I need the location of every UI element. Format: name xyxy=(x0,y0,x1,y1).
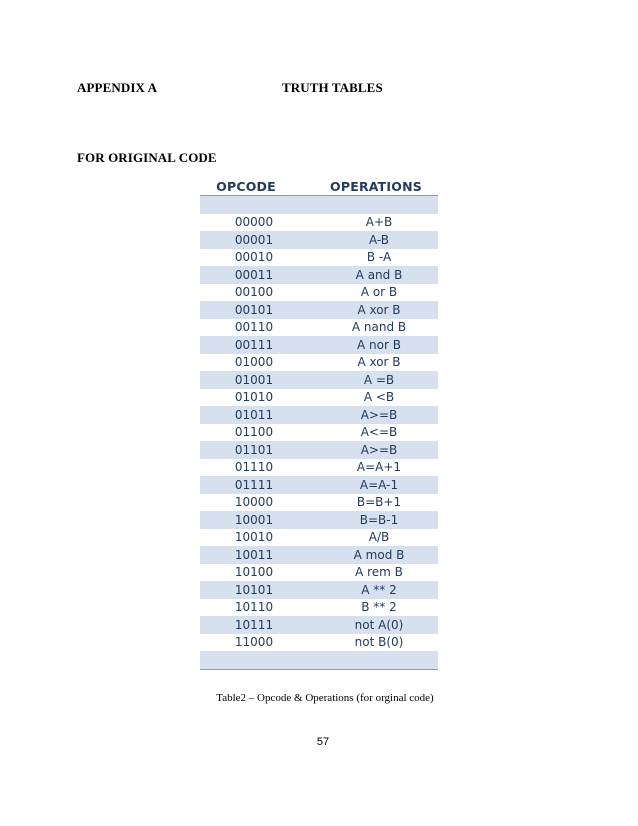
opcode-cell: 10010 xyxy=(234,530,274,545)
table-row xyxy=(200,651,438,670)
operation-cell: A=A+1 xyxy=(356,460,402,475)
opcode-cell: 01010 xyxy=(234,390,274,405)
table-row xyxy=(200,371,438,389)
table-row xyxy=(200,319,438,337)
opcode-cell: 10110 xyxy=(234,600,274,615)
opcode-cell: 00000 xyxy=(234,215,274,230)
table-row xyxy=(200,459,438,477)
table-row xyxy=(200,634,438,652)
operations-header: OPERATIONS xyxy=(330,178,422,194)
table-row xyxy=(200,196,438,214)
operation-cell: A mod B xyxy=(353,547,405,562)
opcode-cell: 01110 xyxy=(234,460,274,475)
operation-cell: not B(0) xyxy=(354,635,404,650)
table-row xyxy=(200,546,438,564)
operation-cell: A and B xyxy=(355,267,403,282)
opcode-cell: 01100 xyxy=(234,425,274,440)
operation-cell: B ** 2 xyxy=(361,600,397,615)
operation-cell: A-B xyxy=(368,232,390,247)
table-row xyxy=(200,231,438,249)
truth-tables-heading: TRUTH TABLES xyxy=(282,80,383,95)
operation-cell: A <B xyxy=(363,390,395,405)
opcode-cell: 11000 xyxy=(234,635,274,650)
table-row xyxy=(200,441,438,459)
opcode-cell: 00010 xyxy=(234,250,274,265)
opcode-cell: 10111 xyxy=(234,617,274,632)
operation-cell: not A(0) xyxy=(354,617,404,632)
opcode-cell: 10101 xyxy=(234,582,274,597)
table-row xyxy=(200,599,438,617)
opcode-cell: 10001 xyxy=(234,512,274,527)
appendix-heading: APPENDIX A xyxy=(77,80,158,95)
operation-cell: A nor B xyxy=(357,337,401,352)
operation-cell: A xor B xyxy=(357,355,401,370)
table-row xyxy=(200,476,438,494)
operation-cell: A xor B xyxy=(357,302,401,317)
opcode-cell: 01111 xyxy=(234,477,274,492)
table-row xyxy=(200,249,438,267)
table-row xyxy=(200,581,438,599)
operation-cell: A/B xyxy=(368,530,390,545)
table-row xyxy=(200,406,438,424)
opcode-cell: 00001 xyxy=(234,232,274,247)
operation-cell: A=A-1 xyxy=(359,477,399,492)
operation-cell: A =B xyxy=(363,372,395,387)
table-caption: Table2 – Opcode & Operations (for orginal code) xyxy=(216,692,434,704)
operation-cell: A or B xyxy=(360,285,398,300)
table-row xyxy=(200,616,438,634)
operation-cell: A ** 2 xyxy=(361,582,397,597)
operation-cell: A<=B xyxy=(360,425,398,440)
opcode-table xyxy=(200,177,438,670)
table-row xyxy=(200,564,438,582)
operation-cell: A nand B xyxy=(351,320,407,335)
original-code-heading: FOR ORIGINAL CODE xyxy=(77,150,217,165)
opcode-cell: 01000 xyxy=(234,355,274,370)
opcode-cell: 10011 xyxy=(234,547,274,562)
opcode-cell: 01011 xyxy=(234,407,274,422)
operation-cell: B=B-1 xyxy=(359,512,399,527)
operation-cell: B -A xyxy=(366,250,392,265)
opcode-cell: 00101 xyxy=(234,302,274,317)
opcode-cell: 10100 xyxy=(234,565,274,580)
opcode-cell: 00100 xyxy=(234,285,274,300)
opcode-cell: 00110 xyxy=(234,320,274,335)
table-row xyxy=(200,336,438,354)
opcode-cell: 01001 xyxy=(234,372,274,387)
table-row xyxy=(200,301,438,319)
operation-cell: A>=B xyxy=(360,442,398,457)
page-number: 57 xyxy=(316,736,330,748)
operation-cell: A rem B xyxy=(355,565,403,580)
table-row xyxy=(200,529,438,547)
opcode-cell: 00011 xyxy=(234,267,274,282)
operation-cell: A>=B xyxy=(360,407,398,422)
table-row xyxy=(200,214,438,232)
table-row xyxy=(200,511,438,529)
operation-cell: A+B xyxy=(365,215,393,230)
opcode-cell: 00111 xyxy=(234,337,274,352)
table-row xyxy=(200,266,438,284)
opcode-cell: 01101 xyxy=(234,442,274,457)
table-row xyxy=(200,284,438,302)
table-body xyxy=(200,196,438,670)
table-row xyxy=(200,389,438,407)
table-row xyxy=(200,494,438,512)
operation-cell: B=B+1 xyxy=(356,495,402,510)
opcode-cell: 10000 xyxy=(234,495,274,510)
table-header xyxy=(200,177,438,196)
opcode-header: OPCODE xyxy=(216,178,276,194)
table-row xyxy=(200,424,438,442)
table-row xyxy=(200,354,438,372)
